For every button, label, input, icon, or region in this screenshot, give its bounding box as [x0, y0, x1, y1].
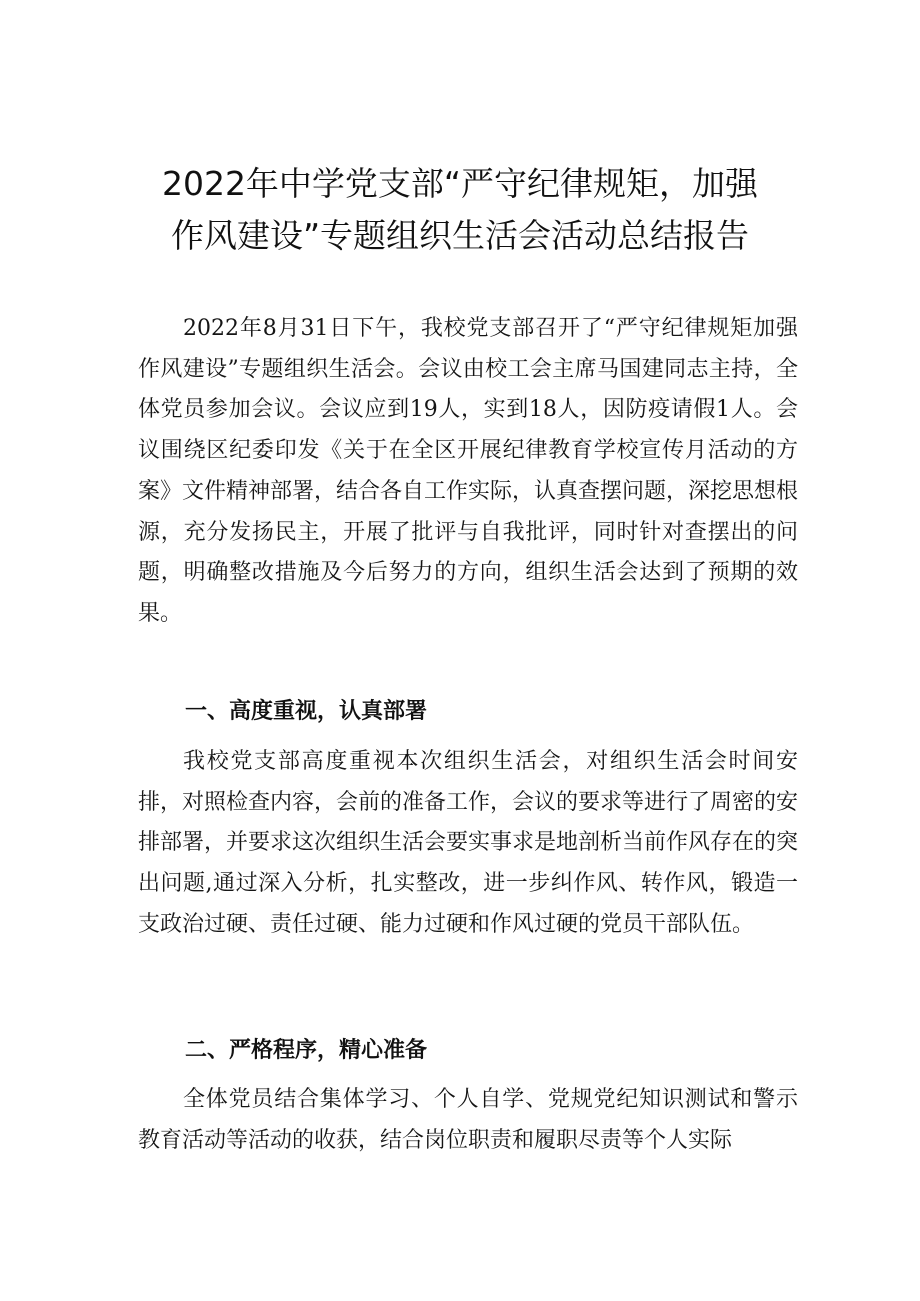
title-line-2: 作风建设”专题组织生活会活动总结报告: [170, 216, 750, 255]
title-line-1: 2022年中学党支部“严守纪律规矩，加强: [161, 164, 759, 203]
section-heading-1: 一、高度重视，认真部署: [185, 699, 428, 724]
document-title: [110, 158, 810, 262]
section-2-paragraph: 全体党员结合集体学习、个人自学、党规党纪知识测试和警示教育活动等活动的收获，结合岗位职责和履职尽责等个人实际: [138, 1087, 798, 1153]
intro-paragraph: 2022年8月31日下午，我校党支部召开了“严守纪律规矩加强作风建设”专题组织生活会。会议由校工会主席马国建同志主持，全体党员参加会议。会议应到19人，实到18人，因防疫请假1人。会议围绕区纪委印发《关于在全区开展纪律教育学校宣传月活动的方案》文件精神部署，结合各自工作实际，认真查摆问题，深挖思想根源，充分发扬民主，开展了批评与自我批评，同时针对查摆出的问题，明确整改措施及今后努力的方向，组织生活会达到了预期的效果。: [138, 316, 799, 626]
section-1-paragraph: 我校党支部高度重视本次组织生活会，对组织生活会时间安排，对照检查内容，会前的准备工作，会议的要求等进行了周密的安排部署，并要求这次组织生活会要实事求是地剖析当前作风存在的突出问题,通过深入分析，扎实整改，进一步纠作风、转作风，锻造一支政治过硬、责任过硬、能力过硬和作风过硬的党员干部队伍。: [138, 749, 799, 937]
section-heading-2: 二、严格程序，精心准备: [185, 1038, 428, 1063]
